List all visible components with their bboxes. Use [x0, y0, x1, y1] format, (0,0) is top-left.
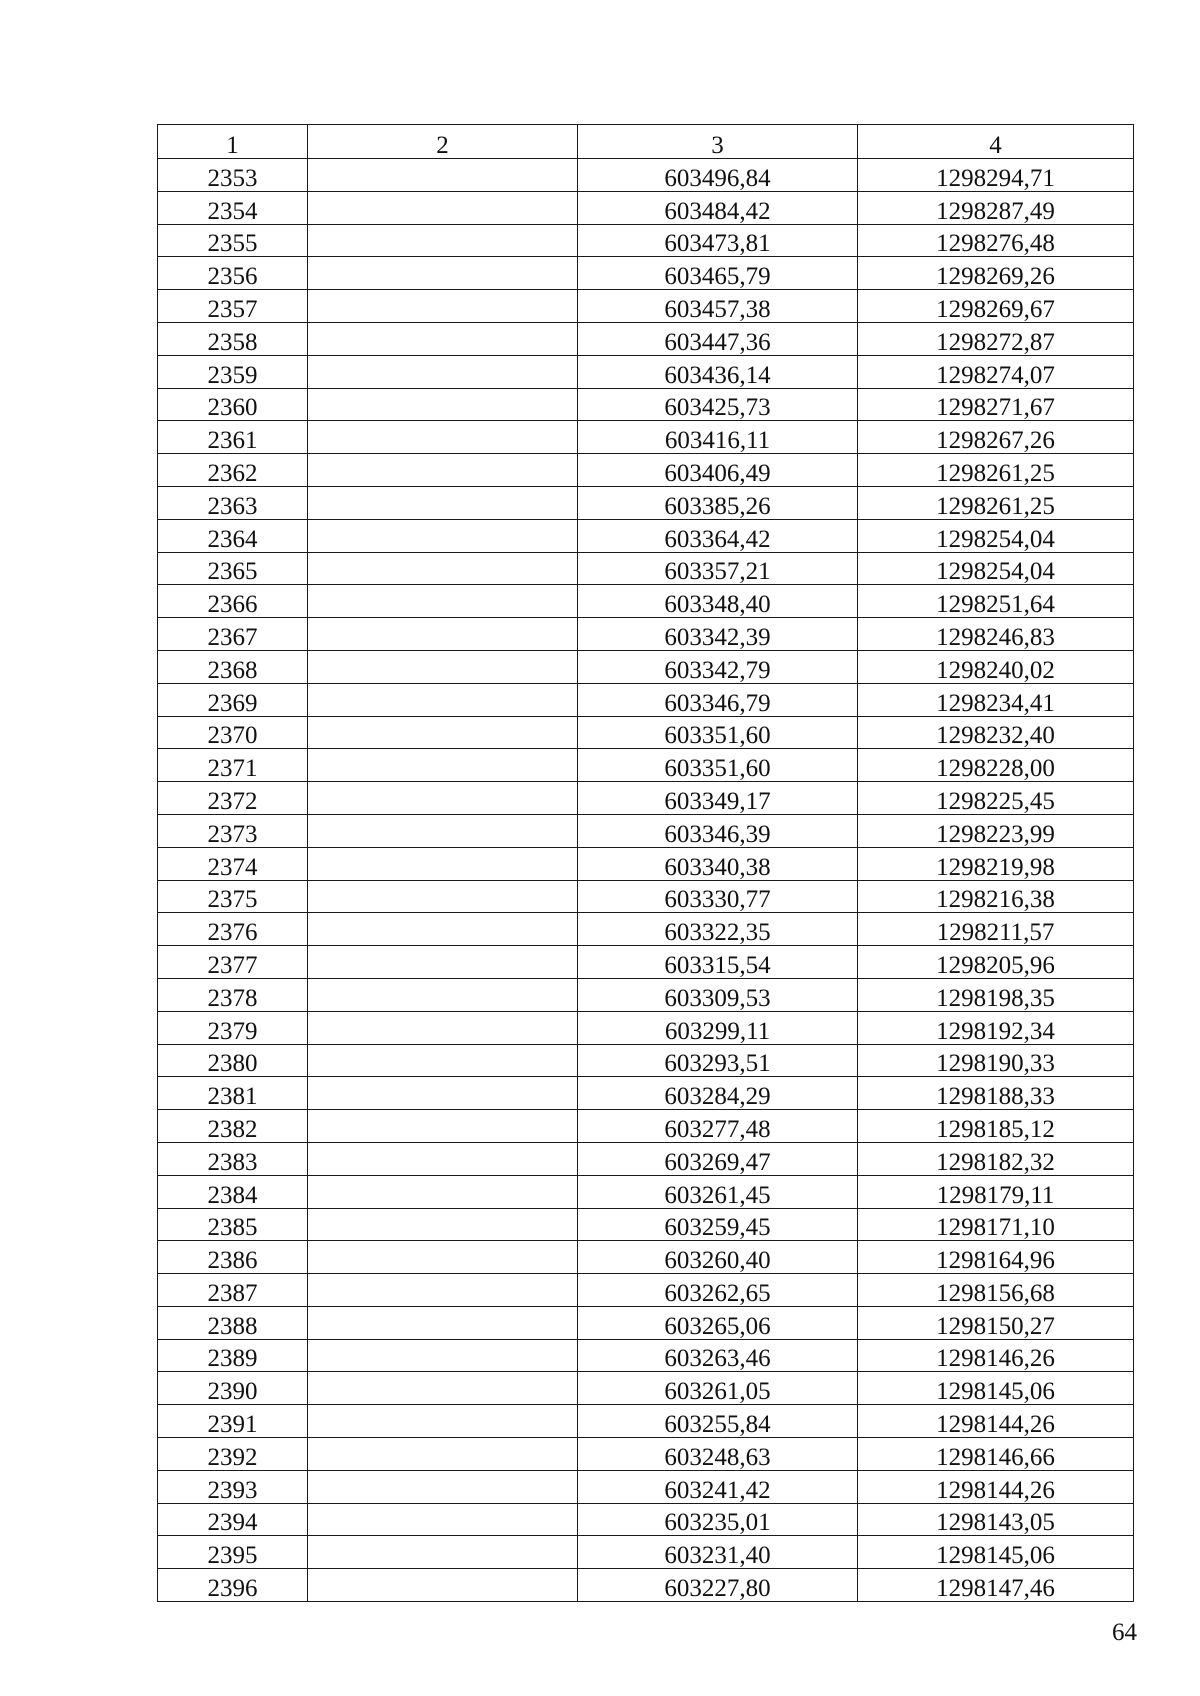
- empty-cell: [308, 716, 578, 749]
- table-row: [158, 1503, 1134, 1536]
- y-coordinate-cell: 1298205,96: [858, 946, 1134, 979]
- point-number-cell: 2388: [158, 1306, 308, 1339]
- point-number-cell: 2386: [158, 1241, 308, 1274]
- x-coordinate-cell: 603269,47: [578, 1142, 858, 1175]
- x-coordinate-cell: 603315,54: [578, 946, 858, 979]
- table-row: [158, 1372, 1134, 1405]
- x-coordinate-cell: 603351,60: [578, 749, 858, 782]
- table-row: [158, 1044, 1134, 1077]
- empty-cell: [308, 1110, 578, 1143]
- point-number-cell: 2355: [158, 224, 308, 257]
- empty-cell: [308, 913, 578, 946]
- point-number-cell: 2380: [158, 1044, 308, 1077]
- y-coordinate-cell: 1298287,49: [858, 191, 1134, 224]
- y-coordinate-cell: 1298185,12: [858, 1110, 1134, 1143]
- empty-cell: [308, 1241, 578, 1274]
- empty-cell: [308, 257, 578, 290]
- table-row: [158, 290, 1134, 323]
- point-number-cell: 2376: [158, 913, 308, 946]
- y-coordinate-cell: 1298145,06: [858, 1372, 1134, 1405]
- point-number-cell: 2393: [158, 1470, 308, 1503]
- empty-cell: [308, 191, 578, 224]
- table-row: [158, 1470, 1134, 1503]
- empty-cell: [308, 1142, 578, 1175]
- empty-cell: [308, 454, 578, 487]
- empty-cell: [308, 1044, 578, 1077]
- point-number-cell: 2374: [158, 847, 308, 880]
- table-row: [158, 618, 1134, 651]
- x-coordinate-cell: 603346,79: [578, 683, 858, 716]
- table-row: [158, 847, 1134, 880]
- empty-cell: [308, 552, 578, 585]
- x-coordinate-cell: 603340,38: [578, 847, 858, 880]
- empty-cell: [308, 1306, 578, 1339]
- empty-cell: [308, 1470, 578, 1503]
- table-header-row: [158, 125, 1134, 159]
- point-number-cell: 2367: [158, 618, 308, 651]
- point-number-cell: 2360: [158, 388, 308, 421]
- table-row: [158, 1274, 1134, 1307]
- point-number-cell: 2362: [158, 454, 308, 487]
- table-row: [158, 1339, 1134, 1372]
- x-coordinate-cell: 603465,79: [578, 257, 858, 290]
- point-number-cell: 2390: [158, 1372, 308, 1405]
- table-row: [158, 1306, 1134, 1339]
- y-coordinate-cell: 1298246,83: [858, 618, 1134, 651]
- y-coordinate-cell: 1298198,35: [858, 978, 1134, 1011]
- point-number-cell: 2354: [158, 191, 308, 224]
- column-header-1: 1: [158, 125, 308, 159]
- point-number-cell: 2365: [158, 552, 308, 585]
- table-row: [158, 880, 1134, 913]
- empty-cell: [308, 782, 578, 815]
- column-header-2: 2: [308, 125, 578, 159]
- y-coordinate-cell: 1298179,11: [858, 1175, 1134, 1208]
- x-coordinate-cell: 603496,84: [578, 159, 858, 192]
- x-coordinate-cell: 603309,53: [578, 978, 858, 1011]
- point-number-cell: 2382: [158, 1110, 308, 1143]
- x-coordinate-cell: 603484,42: [578, 191, 858, 224]
- empty-cell: [308, 290, 578, 323]
- x-coordinate-cell: 603231,40: [578, 1536, 858, 1569]
- table-row: [158, 388, 1134, 421]
- point-number-cell: 2387: [158, 1274, 308, 1307]
- empty-cell: [308, 1208, 578, 1241]
- y-coordinate-cell: 1298156,68: [858, 1274, 1134, 1307]
- point-number-cell: 2389: [158, 1339, 308, 1372]
- empty-cell: [308, 978, 578, 1011]
- point-number-cell: 2377: [158, 946, 308, 979]
- table-row: [158, 749, 1134, 782]
- point-number-cell: 2357: [158, 290, 308, 323]
- y-coordinate-cell: 1298225,45: [858, 782, 1134, 815]
- point-number-cell: 2391: [158, 1405, 308, 1438]
- table-row: [158, 519, 1134, 552]
- empty-cell: [308, 1274, 578, 1307]
- empty-cell: [308, 159, 578, 192]
- point-number-cell: 2383: [158, 1142, 308, 1175]
- table-row: [158, 1405, 1134, 1438]
- y-coordinate-cell: 1298261,25: [858, 486, 1134, 519]
- point-number-cell: 2396: [158, 1569, 308, 1602]
- x-coordinate-cell: 603357,21: [578, 552, 858, 585]
- x-coordinate-cell: 603348,40: [578, 585, 858, 618]
- x-coordinate-cell: 603447,36: [578, 322, 858, 355]
- table-row: [158, 585, 1134, 618]
- y-coordinate-cell: 1298171,10: [858, 1208, 1134, 1241]
- y-coordinate-cell: 1298223,99: [858, 814, 1134, 847]
- table-row: [158, 782, 1134, 815]
- y-coordinate-cell: 1298150,27: [858, 1306, 1134, 1339]
- y-coordinate-cell: 1298272,87: [858, 322, 1134, 355]
- empty-cell: [308, 946, 578, 979]
- y-coordinate-cell: 1298190,33: [858, 1044, 1134, 1077]
- y-coordinate-cell: 1298216,38: [858, 880, 1134, 913]
- table-row: [158, 1438, 1134, 1471]
- empty-cell: [308, 880, 578, 913]
- table-row: [158, 978, 1134, 1011]
- y-coordinate-cell: 1298269,26: [858, 257, 1134, 290]
- x-coordinate-cell: 603385,26: [578, 486, 858, 519]
- x-coordinate-cell: 603346,39: [578, 814, 858, 847]
- empty-cell: [308, 650, 578, 683]
- x-coordinate-cell: 603248,63: [578, 1438, 858, 1471]
- x-coordinate-cell: 603416,11: [578, 421, 858, 454]
- page-number: 64: [1112, 1619, 1137, 1646]
- table-row: [158, 1208, 1134, 1241]
- x-coordinate-cell: 603342,39: [578, 618, 858, 651]
- point-number-cell: 2372: [158, 782, 308, 815]
- x-coordinate-cell: 603259,45: [578, 1208, 858, 1241]
- empty-cell: [308, 1372, 578, 1405]
- point-number-cell: 2375: [158, 880, 308, 913]
- column-header-4: 4: [858, 125, 1134, 159]
- point-number-cell: 2368: [158, 650, 308, 683]
- empty-cell: [308, 1569, 578, 1602]
- y-coordinate-cell: 1298271,67: [858, 388, 1134, 421]
- x-coordinate-cell: 603293,51: [578, 1044, 858, 1077]
- table-row: [158, 355, 1134, 388]
- y-coordinate-cell: 1298219,98: [858, 847, 1134, 880]
- x-coordinate-cell: 603265,06: [578, 1306, 858, 1339]
- x-coordinate-cell: 603227,80: [578, 1569, 858, 1602]
- point-number-cell: 2378: [158, 978, 308, 1011]
- x-coordinate-cell: 603235,01: [578, 1503, 858, 1536]
- table-row: [158, 1569, 1134, 1602]
- y-coordinate-cell: 1298146,66: [858, 1438, 1134, 1471]
- x-coordinate-cell: 603349,17: [578, 782, 858, 815]
- y-coordinate-cell: 1298274,07: [858, 355, 1134, 388]
- table-row: [158, 683, 1134, 716]
- table-row: [158, 224, 1134, 257]
- y-coordinate-cell: 1298240,02: [858, 650, 1134, 683]
- point-number-cell: 2370: [158, 716, 308, 749]
- table-row: [158, 1536, 1134, 1569]
- y-coordinate-cell: 1298232,40: [858, 716, 1134, 749]
- x-coordinate-cell: 603342,79: [578, 650, 858, 683]
- empty-cell: [308, 1405, 578, 1438]
- x-coordinate-cell: 603436,14: [578, 355, 858, 388]
- table-row: [158, 159, 1134, 192]
- y-coordinate-cell: 1298143,05: [858, 1503, 1134, 1536]
- table-row: [158, 1077, 1134, 1110]
- table-row: [158, 421, 1134, 454]
- point-number-cell: 2358: [158, 322, 308, 355]
- x-coordinate-cell: 603425,73: [578, 388, 858, 421]
- table-row: [158, 1110, 1134, 1143]
- x-coordinate-cell: 603277,48: [578, 1110, 858, 1143]
- y-coordinate-cell: 1298254,04: [858, 552, 1134, 585]
- table-row: [158, 322, 1134, 355]
- point-number-cell: 2361: [158, 421, 308, 454]
- table-row: [158, 1011, 1134, 1044]
- table-row: [158, 1241, 1134, 1274]
- x-coordinate-cell: 603351,60: [578, 716, 858, 749]
- empty-cell: [308, 1503, 578, 1536]
- x-coordinate-cell: 603241,42: [578, 1470, 858, 1503]
- point-number-cell: 2353: [158, 159, 308, 192]
- empty-cell: [308, 847, 578, 880]
- table-row: [158, 814, 1134, 847]
- empty-cell: [308, 1175, 578, 1208]
- empty-cell: [308, 683, 578, 716]
- empty-cell: [308, 421, 578, 454]
- table-body: [158, 159, 1134, 1602]
- table-row: [158, 191, 1134, 224]
- point-number-cell: 2392: [158, 1438, 308, 1471]
- table-row: [158, 716, 1134, 749]
- y-coordinate-cell: 1298228,00: [858, 749, 1134, 782]
- x-coordinate-cell: 603364,42: [578, 519, 858, 552]
- empty-cell: [308, 1438, 578, 1471]
- point-number-cell: 2373: [158, 814, 308, 847]
- empty-cell: [308, 224, 578, 257]
- y-coordinate-cell: 1298145,06: [858, 1536, 1134, 1569]
- point-number-cell: 2384: [158, 1175, 308, 1208]
- x-coordinate-cell: 603473,81: [578, 224, 858, 257]
- table-row: [158, 1142, 1134, 1175]
- empty-cell: [308, 1011, 578, 1044]
- x-coordinate-cell: 603261,45: [578, 1175, 858, 1208]
- point-number-cell: 2366: [158, 585, 308, 618]
- y-coordinate-cell: 1298261,25: [858, 454, 1134, 487]
- y-coordinate-cell: 1298294,71: [858, 159, 1134, 192]
- table-row: [158, 650, 1134, 683]
- y-coordinate-cell: 1298188,33: [858, 1077, 1134, 1110]
- point-number-cell: 2359: [158, 355, 308, 388]
- x-coordinate-cell: 603284,29: [578, 1077, 858, 1110]
- empty-cell: [308, 814, 578, 847]
- empty-cell: [308, 749, 578, 782]
- x-coordinate-cell: 603330,77: [578, 880, 858, 913]
- table-row: [158, 913, 1134, 946]
- y-coordinate-cell: 1298146,26: [858, 1339, 1134, 1372]
- y-coordinate-cell: 1298251,64: [858, 585, 1134, 618]
- point-number-cell: 2379: [158, 1011, 308, 1044]
- y-coordinate-cell: 1298211,57: [858, 913, 1134, 946]
- x-coordinate-cell: 603263,46: [578, 1339, 858, 1372]
- x-coordinate-cell: 603255,84: [578, 1405, 858, 1438]
- x-coordinate-cell: 603322,35: [578, 913, 858, 946]
- y-coordinate-cell: 1298164,96: [858, 1241, 1134, 1274]
- y-coordinate-cell: 1298276,48: [858, 224, 1134, 257]
- point-number-cell: 2364: [158, 519, 308, 552]
- empty-cell: [308, 1077, 578, 1110]
- point-number-cell: 2371: [158, 749, 308, 782]
- y-coordinate-cell: 1298144,26: [858, 1405, 1134, 1438]
- table-row: [158, 257, 1134, 290]
- point-number-cell: 2381: [158, 1077, 308, 1110]
- y-coordinate-cell: 1298234,41: [858, 683, 1134, 716]
- point-number-cell: 2356: [158, 257, 308, 290]
- empty-cell: [308, 486, 578, 519]
- table-row: [158, 946, 1134, 979]
- table-row: [158, 486, 1134, 519]
- empty-cell: [308, 322, 578, 355]
- y-coordinate-cell: 1298144,26: [858, 1470, 1134, 1503]
- empty-cell: [308, 1536, 578, 1569]
- x-coordinate-cell: 603261,05: [578, 1372, 858, 1405]
- coordinates-table: [157, 124, 1134, 1602]
- table-row: [158, 454, 1134, 487]
- point-number-cell: 2369: [158, 683, 308, 716]
- point-number-cell: 2363: [158, 486, 308, 519]
- column-header-3: 3: [578, 125, 858, 159]
- y-coordinate-cell: 1298147,46: [858, 1569, 1134, 1602]
- x-coordinate-cell: 603406,49: [578, 454, 858, 487]
- x-coordinate-cell: 603299,11: [578, 1011, 858, 1044]
- x-coordinate-cell: 603262,65: [578, 1274, 858, 1307]
- empty-cell: [308, 585, 578, 618]
- empty-cell: [308, 618, 578, 651]
- table-row: [158, 552, 1134, 585]
- y-coordinate-cell: 1298254,04: [858, 519, 1134, 552]
- point-number-cell: 2394: [158, 1503, 308, 1536]
- table-row: [158, 1175, 1134, 1208]
- y-coordinate-cell: 1298182,32: [858, 1142, 1134, 1175]
- point-number-cell: 2395: [158, 1536, 308, 1569]
- point-number-cell: 2385: [158, 1208, 308, 1241]
- empty-cell: [308, 519, 578, 552]
- empty-cell: [308, 355, 578, 388]
- empty-cell: [308, 388, 578, 421]
- x-coordinate-cell: 603260,40: [578, 1241, 858, 1274]
- y-coordinate-cell: 1298267,26: [858, 421, 1134, 454]
- y-coordinate-cell: 1298269,67: [858, 290, 1134, 323]
- x-coordinate-cell: 603457,38: [578, 290, 858, 323]
- y-coordinate-cell: 1298192,34: [858, 1011, 1134, 1044]
- empty-cell: [308, 1339, 578, 1372]
